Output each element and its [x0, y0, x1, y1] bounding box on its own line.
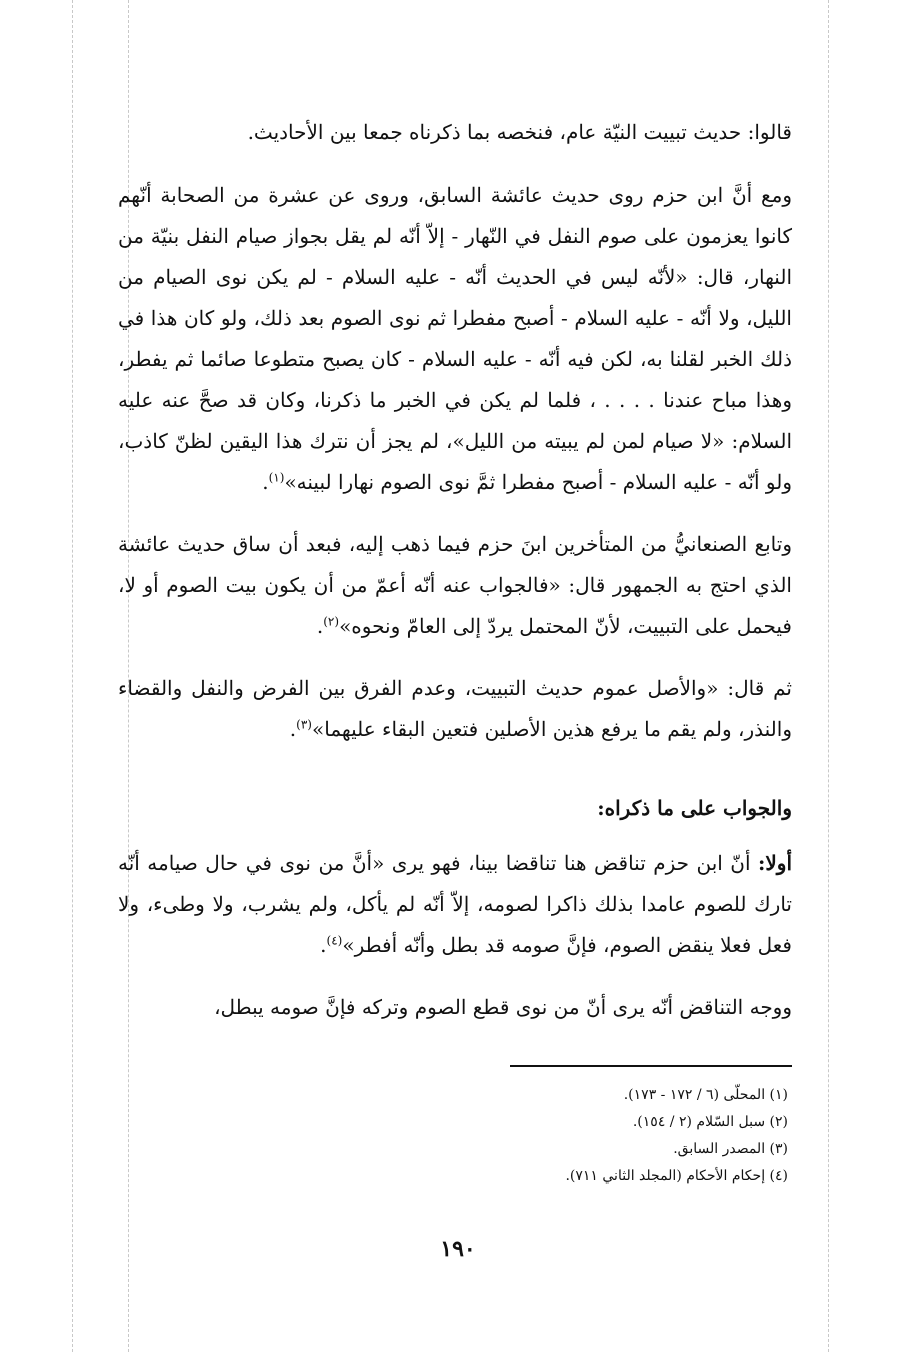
paragraph-text: ومع أنَّ ابن حزم روى حديث عائشة السابق، وروى عن عشرة من الصحابة أنّهم كانوا يعزمون على صوم النفل في النّهار - إلاّ أنّه لم يقل بجواز صيام النفل بنيّة من النهار، قال: «لأنّه ليس في الحديث أنّه - عليه السلام - لم يكن نوى الصيام من الليل، ولا أنّه - عليه السلام - أصبح مفطرا ثم نوى الصوم بعد ذلك، ولو كان هذا في ذلك الخبر لقلنا به، لكن فيه أنّه - عليه السلام - كان يصبح متطوعا صائما ثم يفطر، وهذا مباح عندنا . . . . ، فلما لم يكن في الخبر ما ذكرنا، وكان قد صحَّ عنه عليه السلام: «لا صيام لمن لم يبيته من الليل»، لم يجز أن نترك هذا اليقين لظنّ كاذب، ولو أنّه - عليه السلام - أصبح مفطرا ثمَّ نوى الصوم نهارا لبينه»: [118, 183, 793, 494]
footnotes: [380, 1082, 788, 1190]
page-number: ١٩٠: [440, 1236, 476, 1262]
footnote-divider: [510, 1065, 792, 1067]
footnote-1: (١) المحلّى (٦ / ١٧٢ - ١٧٣).: [623, 1087, 788, 1103]
footnote-ref: (١): [268, 470, 285, 485]
paragraph-answer: أولا: أنّ ابن حزم تناقض هنا تناقضا بينا، فهو يرى «أنَّ من نوى في حال صيامه أنّه تارك للصوم عامدا بذلك ذاكرا لصومه، إلاّ أنّه لم يأكل، ولم يشرب، ولا وطىء، ولا فعل فعلا ينقض الصوم، فإنَّ صومه قد بطل وأنّه أفطر»$^{(٤)}$.: [118, 851, 793, 957]
paragraph-text: ووجه التناقض أنّه يرى أنّ من نوى قطع الصوم وتركه فإنَّ صومه يبطل،: [214, 995, 792, 1019]
footnote-ref: (٤): [326, 933, 343, 948]
scan-guide-line: [72, 0, 73, 1352]
paragraph-text: ثم قال: «والأصل عموم حديث التبييت، وعدم الفرق بين الفرض والنفل والقضاء والنذر، ولم يقم ما يرفع هذين الأصلين فتعين البقاء عليهما»: [118, 676, 792, 741]
main-text: [118, 112, 792, 1049]
scan-guide-line: [828, 0, 829, 1352]
footnote-4: (٤) إحكام الأحكام (المجلد الثاني ٧١١).: [565, 1168, 788, 1184]
paragraph-text: وتابع الصنعانيُّ من المتأخرين ابنَ حزم فيما ذهب إليه، فبعد أن ساق حديث عائشة الذي احتج به الجمهور قال: «فالجواب عنه أنّه أعمّ من أن يكون بيت الصوم أو لا، فيحمل على التبييت، لأنّ المحتمل يردّ إلى العامّ ونحوه»: [118, 532, 792, 638]
footnote-ref: (٢): [323, 614, 340, 629]
footnote-3: (٣) المصدر السابق.: [673, 1141, 788, 1157]
answer-lead: أولا:: [758, 851, 793, 875]
paragraph-2: ومع أنَّ ابن حزم روى حديث عائشة السابق، وروى عن عشرة من الصحابة أنّهم كانوا يعزمون على صوم النفل في النّهار - إلاّ أنّه لم يقل بجواز صيام النفل بنيّة من النهار، قال: «لأنّه ليس في الحديث أنّه - عليه السلام - لم يكن نوى الصيام من الليل، ولا أنّه - عليه السلام - أصبح مفطرا ثم نوى الصوم بعد ذلك، ولو كان هذا في ذلك الخبر لقلنا به، لكن فيه أنّه - عليه السلام - كان يصبح متطوعا صائما ثم يفطر، وهذا مباح عندنا . . . . ، فلما لم يكن في الخبر ما ذكرنا، وكان قد صحَّ عنه عليه السلام: «لا صيام لمن لم يبيته من الليل»، لم يجز أن نترك هذا اليقين لظنّ كاذب، ولو أنّه - عليه السلام - أصبح مفطرا ثمَّ نوى الصوم نهارا لبينه»$^{(١)}$.: [118, 183, 793, 494]
section-heading: والجواب على ما ذكراه:: [597, 796, 792, 820]
paragraph-text: قالوا: حديث تبييت النيّة عام، فنخصه بما ذكرناه جمعا بين الأحاديث.: [247, 120, 792, 144]
paragraph-text: أنّ ابن حزم تناقض هنا تناقضا بينا، فهو يرى «أنَّ من نوى في حال صيامه أنّه تارك للصوم عامدا بذلك ذاكرا لصومه، إلاّ أنّه لم يأكل، ولم يشرب، ولا وطىء، ولا فعل فعلا ينقض الصوم، فإنَّ صومه قد بطل وأنّه أفطر»: [118, 851, 792, 957]
paragraph-1: [118, 112, 792, 153]
paragraph-4: ثم قال: «والأصل عموم حديث التبييت، وعدم الفرق بين الفرض والنفل والقضاء والنذر، ولم يقم ما يرفع هذين الأصلين فتعين البقاء عليهما»$^{(٣)}$.: [118, 676, 792, 741]
footnote-ref: (٣): [296, 717, 312, 732]
paragraph-last: [118, 987, 792, 1028]
paragraph-3: وتابع الصنعانيُّ من المتأخرين ابنَ حزم فيما ذهب إليه، فبعد أن ساق حديث عائشة الذي احتج به الجمهور قال: «فالجواب عنه أنّه أعمّ من أن يكون بيت الصوم أو لا، فيحمل على التبييت، لأنّ المحتمل يردّ إلى العامّ ونحوه»$^{(٢)}$.: [118, 532, 792, 638]
footnote-2: (٢) سبل السّلام (٢ / ١٥٤).: [632, 1114, 788, 1130]
